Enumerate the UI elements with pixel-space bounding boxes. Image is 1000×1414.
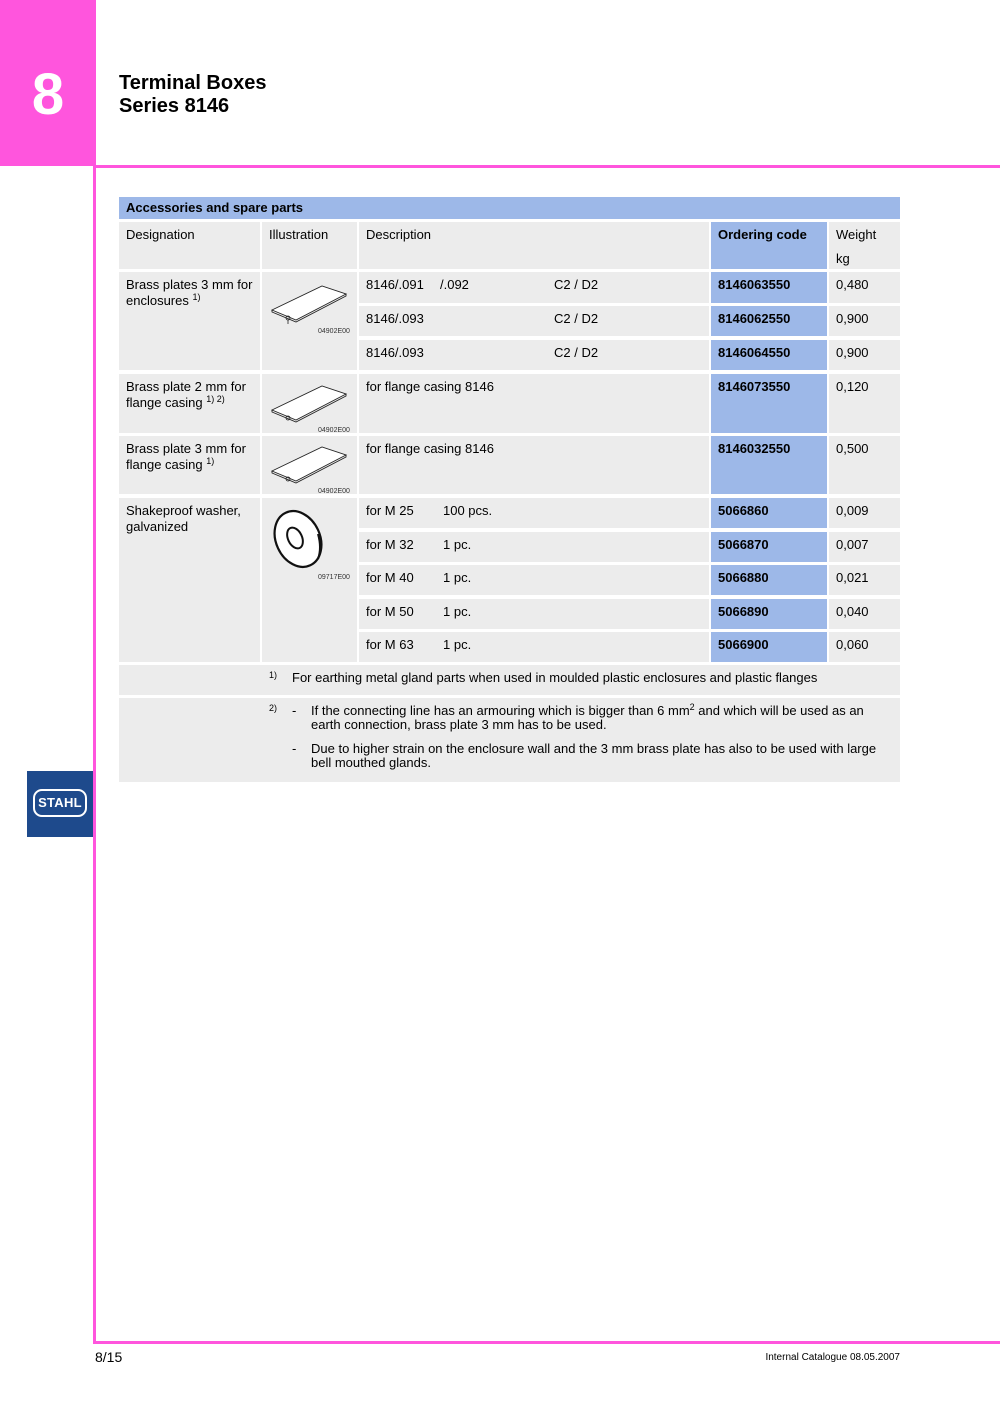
description-part3: C2 / D2 (554, 311, 599, 326)
catalogue-info: Internal Catalogue 08.05.2007 (765, 1352, 900, 1363)
description-cell (359, 532, 709, 562)
table-row (119, 306, 900, 336)
description-part1: for M 25 (366, 503, 414, 518)
illustration-cell (262, 374, 357, 433)
description-cell: for flange casing 8146 (359, 374, 709, 433)
footnote-1-marker: 1) (269, 670, 278, 680)
description-part1: 8146/.093 (366, 345, 424, 360)
col-header-ordering-code: Ordering code (711, 222, 827, 269)
description-part1: 8146/.093 (366, 311, 424, 326)
page-title-line2: Series 8146 (119, 95, 230, 117)
description-part2: 1 pc. (443, 537, 472, 552)
description-part1: for M 63 (366, 637, 414, 652)
weight-value: 0,120 (829, 374, 900, 433)
footnote-2-item-1-start: If the connecting line has an armouring which is bigger than 6 mm (311, 703, 690, 718)
page-number: 8/15 (95, 1349, 123, 1365)
description-part3: C2 / D2 (554, 345, 599, 360)
col-header-description: Description (359, 222, 709, 269)
ordering-code: 5066900 (711, 632, 827, 662)
weight-value: 0,007 (829, 532, 900, 562)
description-cell: for flange casing 8146 (359, 436, 709, 494)
accessories-table (119, 197, 900, 782)
footnote-2-dash: - (292, 703, 297, 718)
designation-text: Brass plate 3 mm for flange casing (126, 441, 246, 472)
illustration-code: 04902E00 (318, 427, 350, 434)
description-part2: 100 pcs. (443, 503, 493, 518)
table-group (119, 498, 900, 662)
illustration-cell (262, 436, 357, 494)
description-cell (359, 632, 709, 662)
chapter-tab (0, 0, 96, 166)
table-row (119, 498, 900, 528)
table-row (119, 272, 900, 303)
ordering-code: 8146073550 (711, 374, 827, 433)
table-row (119, 599, 900, 629)
description-cell (359, 272, 709, 303)
description-cell (359, 340, 709, 370)
description-part1: for M 32 (366, 537, 414, 552)
chapter-number: 8 (31, 62, 65, 127)
page-title (119, 72, 266, 118)
weight-value: 0,060 (829, 632, 900, 662)
ordering-code: 8146062550 (711, 306, 827, 336)
table-row (119, 632, 900, 662)
footnote-2-item-1-sup: 2 (689, 702, 695, 712)
footnote-1-text: For earthing metal gland parts when used in moulded plastic enclosures and plastic flanges (292, 670, 818, 685)
footnote-2 (119, 698, 900, 782)
designation-cell (119, 436, 260, 494)
ordering-code: 5066870 (711, 532, 827, 562)
ordering-code: 8146063550 (711, 272, 827, 303)
description-part2: 1 pc. (443, 604, 472, 619)
footnote-2-item-1-end: and which will be used as an earth connection, brass plate 3 mm has to be used. (311, 703, 864, 732)
illustration-code: 04902E00 (318, 488, 350, 495)
ordering-code: 8146032550 (711, 436, 827, 494)
weight-value: 0,900 (829, 340, 900, 370)
description-cell (359, 498, 709, 528)
header-rule (96, 165, 1000, 168)
description-part1: for M 40 (366, 570, 414, 585)
description-cell (359, 306, 709, 336)
table-row (119, 565, 900, 595)
ordering-code: 5066890 (711, 599, 827, 629)
description-part2: 1 pc. (443, 637, 472, 652)
designation-text: Brass plate 2 mm for flange casing (126, 379, 246, 410)
ordering-code: 8146064550 (711, 340, 827, 370)
brass-plate-icon (270, 380, 350, 426)
designation-text: Brass plates 3 mm for enclosures (126, 277, 253, 308)
col-header-weight-unit: kg (836, 251, 850, 266)
page-title-line1: Terminal Boxes (119, 72, 267, 94)
footer-rule (93, 1341, 1000, 1344)
table-group (119, 374, 900, 433)
brass-plate-icon (270, 441, 350, 487)
stahl-logo (27, 771, 93, 837)
footnote-1 (119, 665, 900, 695)
designation-cell: Shakeproof washer, galvanized (119, 498, 260, 662)
weight-value: 0,040 (829, 599, 900, 629)
description-part1: 8146/.091 (366, 277, 424, 292)
description-part1: for M 50 (366, 604, 414, 619)
description-cell (359, 599, 709, 629)
illustration-code: 09717E00 (318, 574, 350, 581)
ordering-code: 5066880 (711, 565, 827, 595)
ordering-code: 5066860 (711, 498, 827, 528)
col-header-illustration: Illustration (262, 222, 357, 269)
footnote-2-marker: 2) (269, 703, 278, 713)
weight-value: 0,500 (829, 436, 900, 494)
weight-value: 0,009 (829, 498, 900, 528)
weight-value: 0,900 (829, 306, 900, 336)
table-row (119, 532, 900, 562)
table-header-row (119, 222, 900, 269)
designation-cell (119, 374, 260, 433)
description-cell (359, 565, 709, 595)
col-header-designation: Designation (119, 222, 260, 269)
table-row (119, 340, 900, 370)
description-part2: /.092 (440, 277, 469, 292)
table-group (119, 272, 900, 370)
footnote-2-item-2: Due to higher strain on the enclosure wall and the 3 mm brass plate has also to be used with large bell mouthed glands. (311, 741, 877, 770)
col-header-weight (829, 222, 900, 269)
footnote-2-dash: - (292, 741, 297, 756)
footnote-2-item-1 (311, 704, 896, 732)
table-section-title: Accessories and spare parts (119, 197, 900, 219)
designation-footnote: 1) 2) (206, 394, 225, 404)
illustration-code: 04902E00 (318, 328, 350, 335)
description-part2: 1 pc. (443, 570, 472, 585)
stahl-logo-text: STAHL (33, 789, 87, 817)
designation-footnote: 1) (206, 456, 215, 466)
margin-rule (93, 166, 96, 1344)
designation-footnote: 1) (192, 292, 201, 302)
weight-value: 0,480 (829, 272, 900, 303)
weight-value: 0,021 (829, 565, 900, 595)
table-group (119, 436, 900, 494)
col-header-weight-label: Weight (836, 227, 877, 242)
description-part3: C2 / D2 (554, 277, 599, 292)
